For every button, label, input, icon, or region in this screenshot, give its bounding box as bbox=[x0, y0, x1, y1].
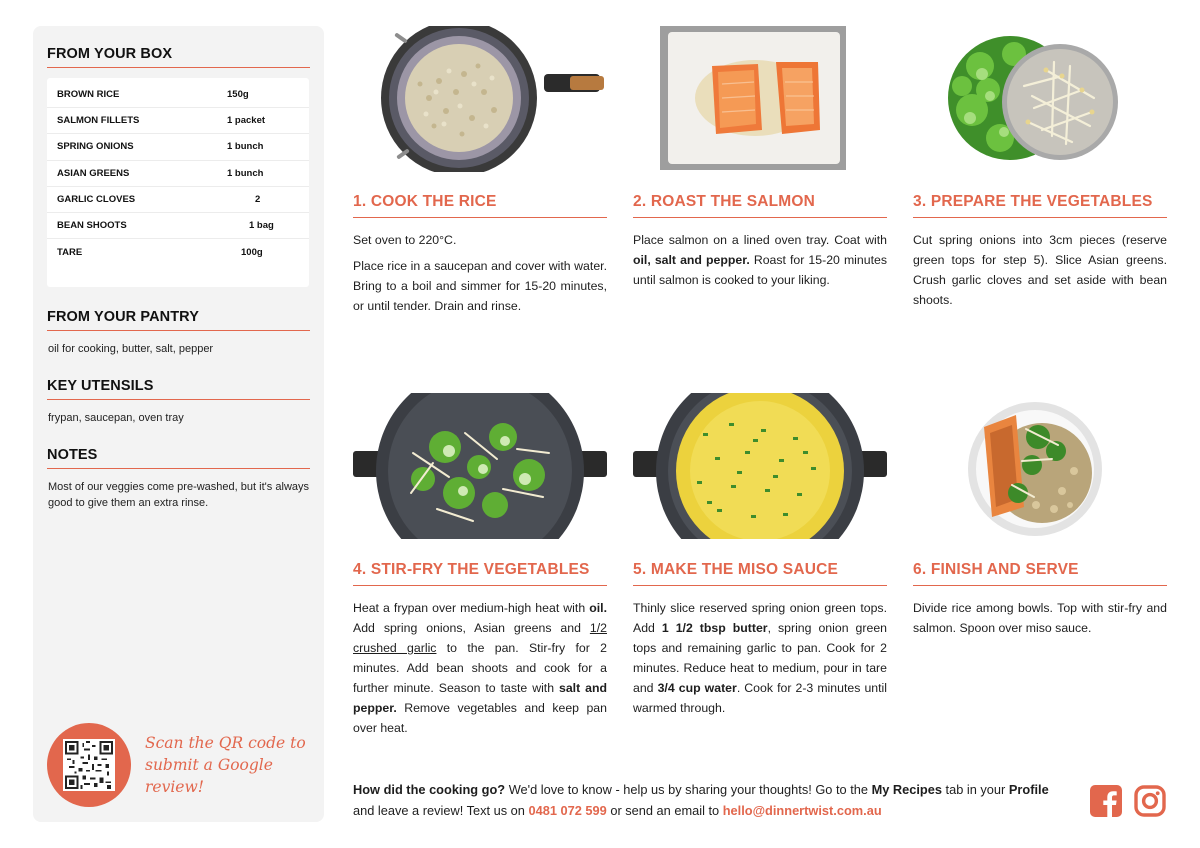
step-text-bold: 1 1/2 tbsp butter bbox=[661, 621, 768, 635]
footer-text: tab in your bbox=[941, 782, 1009, 797]
step-body bbox=[913, 598, 1167, 638]
step-text: Place rice in a saucepan and cover with water. Bring to a boil and simmer for 15-20 minutes, or until tender. Drain and rinse. bbox=[353, 259, 607, 313]
step-6 bbox=[913, 561, 1167, 644]
step-text-bold: oil. bbox=[589, 601, 607, 615]
step-body bbox=[353, 230, 607, 316]
ingredient-qty: 100g bbox=[241, 246, 263, 258]
step-text-part: to the pan. Stir-fry for 2 minutes. Add bean shoots and cook for a further minute. Season to taste with bbox=[353, 641, 607, 695]
step-text-part: Roast for 15-20 minutes until salmon is cooked to your liking. bbox=[633, 253, 887, 287]
step-text-part: , spring onion green tops and remaining garlic to pan. Cook for 2 minutes. Reduce heat to medium, pour in tare and bbox=[633, 621, 887, 695]
step-text-bold: 3/4 cup water bbox=[657, 681, 737, 695]
salmon-tray-photo bbox=[660, 26, 846, 170]
step-text-bold: salt and pepper. bbox=[353, 681, 607, 715]
footer-text: and leave a review! Text us on bbox=[353, 803, 529, 818]
qr-badge bbox=[47, 723, 131, 807]
notes-heading: NOTES bbox=[47, 447, 310, 469]
step-text-part: Remove vegetables and keep pan over heat. bbox=[353, 701, 607, 735]
step-2 bbox=[633, 193, 887, 296]
review-footer bbox=[353, 779, 1073, 821]
rice-sieve-photo bbox=[374, 26, 604, 172]
ingredient-name: ASIAN GREENS bbox=[57, 167, 130, 179]
step-text: Divide rice among bowls. Top with stir-fry and salmon. Spoon over miso sauce. bbox=[913, 601, 1167, 635]
step-text-part: . Cook for 2-3 minutes until warmed through. bbox=[633, 681, 887, 715]
ingredient-qty: 1 bunch bbox=[227, 141, 264, 153]
qr-code-icon[interactable] bbox=[63, 739, 115, 791]
qr-caption bbox=[145, 732, 315, 798]
step-title: 3. PREPARE THE VEGETABLES bbox=[913, 193, 1167, 218]
step-3 bbox=[913, 193, 1167, 316]
ingredient-qty: 1 bunch bbox=[227, 167, 264, 179]
step-body bbox=[913, 230, 1167, 310]
ingredient-qty: 1 bag bbox=[249, 220, 274, 232]
step-title: 6. FINISH AND SERVE bbox=[913, 561, 1167, 586]
table-row bbox=[47, 161, 309, 187]
step-title: 2. ROAST THE SALMON bbox=[633, 193, 887, 218]
step-title: 5. MAKE THE MISO SAUCE bbox=[633, 561, 887, 586]
key-utensils-heading: KEY UTENSILS bbox=[47, 378, 310, 400]
step-title: 4. STIR-FRY THE VEGETABLES bbox=[353, 561, 607, 586]
table-row bbox=[47, 213, 309, 239]
step-body bbox=[633, 230, 887, 290]
ingredient-name: BROWN RICE bbox=[57, 89, 120, 101]
step-text-part: Add spring onions, Asian greens and bbox=[353, 621, 590, 635]
step-text-bold: oil, salt and pepper. bbox=[633, 253, 750, 267]
footer-text: We'd love to know - help us by sharing your thoughts! Go to the bbox=[505, 782, 872, 797]
step-text: Cut spring onions into 3cm pieces (reserve green tops for step 5). Slice Asian greens. Crush garlic cloves and set aside with bean shoots. bbox=[913, 233, 1167, 307]
step-text-part: Thinly slice reserved spring onion green tops. Add bbox=[633, 601, 887, 635]
profile-label: Profile bbox=[1008, 782, 1049, 797]
instagram-icon[interactable] bbox=[1134, 785, 1166, 817]
table-row bbox=[47, 134, 309, 160]
facebook-icon[interactable] bbox=[1090, 785, 1122, 817]
table-row bbox=[47, 108, 309, 134]
ingredient-qty: 1 packet bbox=[227, 115, 266, 127]
step-text bbox=[633, 230, 887, 290]
utensils-text: frypan, saucepan, oven tray bbox=[48, 412, 184, 425]
miso-sauce-pan-photo bbox=[633, 393, 887, 539]
ingredient-name: GARLIC CLOVES bbox=[57, 193, 136, 205]
vegetables-photo bbox=[942, 26, 1120, 172]
step-5 bbox=[633, 561, 887, 724]
pantry-text: oil for cooking, butter, salt, pepper bbox=[48, 343, 214, 356]
from-your-box-heading: FROM YOUR BOX bbox=[47, 46, 310, 68]
footer-lead: How did the cooking go? bbox=[353, 782, 506, 797]
box-ingredients-table bbox=[47, 78, 309, 287]
ingredient-name: BEAN SHOOTS bbox=[57, 220, 127, 232]
step-text bbox=[633, 598, 887, 718]
finished-bowl-photo bbox=[962, 401, 1108, 539]
step-1 bbox=[353, 193, 607, 322]
step-body bbox=[633, 598, 887, 718]
footer-text: or send an email to bbox=[606, 803, 723, 818]
step-text-underline: 1/2 crushed garlic bbox=[353, 621, 607, 655]
qr-review-block bbox=[47, 723, 315, 807]
table-row bbox=[47, 187, 309, 213]
email-link[interactable]: hello@dinnertwist.com.au bbox=[722, 803, 882, 818]
ingredient-name: SPRING ONIONS bbox=[57, 141, 134, 153]
table-row bbox=[47, 82, 309, 108]
step-title: 1. COOK THE RICE bbox=[353, 193, 607, 218]
social-links bbox=[1090, 785, 1166, 817]
notes-text: Most of our veggies come pre-washed, but it's always good to give them an extra rinse. bbox=[48, 481, 309, 510]
phone-link[interactable]: 0481 072 599 bbox=[528, 803, 607, 818]
qr-caption-line1: Scan the QR code to bbox=[145, 734, 306, 752]
ingredient-name: SALMON FILLETS bbox=[57, 115, 140, 127]
ingredient-qty: 150g bbox=[227, 89, 249, 101]
sidebar bbox=[33, 26, 324, 822]
step-text-part: Place salmon on a lined oven tray. Coat with bbox=[633, 233, 887, 247]
table-row bbox=[47, 239, 309, 265]
from-your-pantry-heading: FROM YOUR PANTRY bbox=[47, 309, 310, 331]
ingredient-qty: 2 bbox=[255, 193, 261, 205]
my-recipes-label: My Recipes bbox=[871, 782, 942, 797]
ingredient-name: TARE bbox=[57, 246, 83, 258]
qr-caption-line2: submit a Google review! bbox=[145, 756, 273, 796]
step-text: Set oven to 220°C. bbox=[353, 233, 457, 247]
step-4 bbox=[353, 561, 607, 744]
step-text-part: Heat a frypan over medium-high heat with bbox=[353, 601, 590, 615]
stir-fry-pan-photo bbox=[353, 393, 607, 539]
step-text bbox=[353, 598, 607, 738]
step-body bbox=[353, 598, 607, 738]
